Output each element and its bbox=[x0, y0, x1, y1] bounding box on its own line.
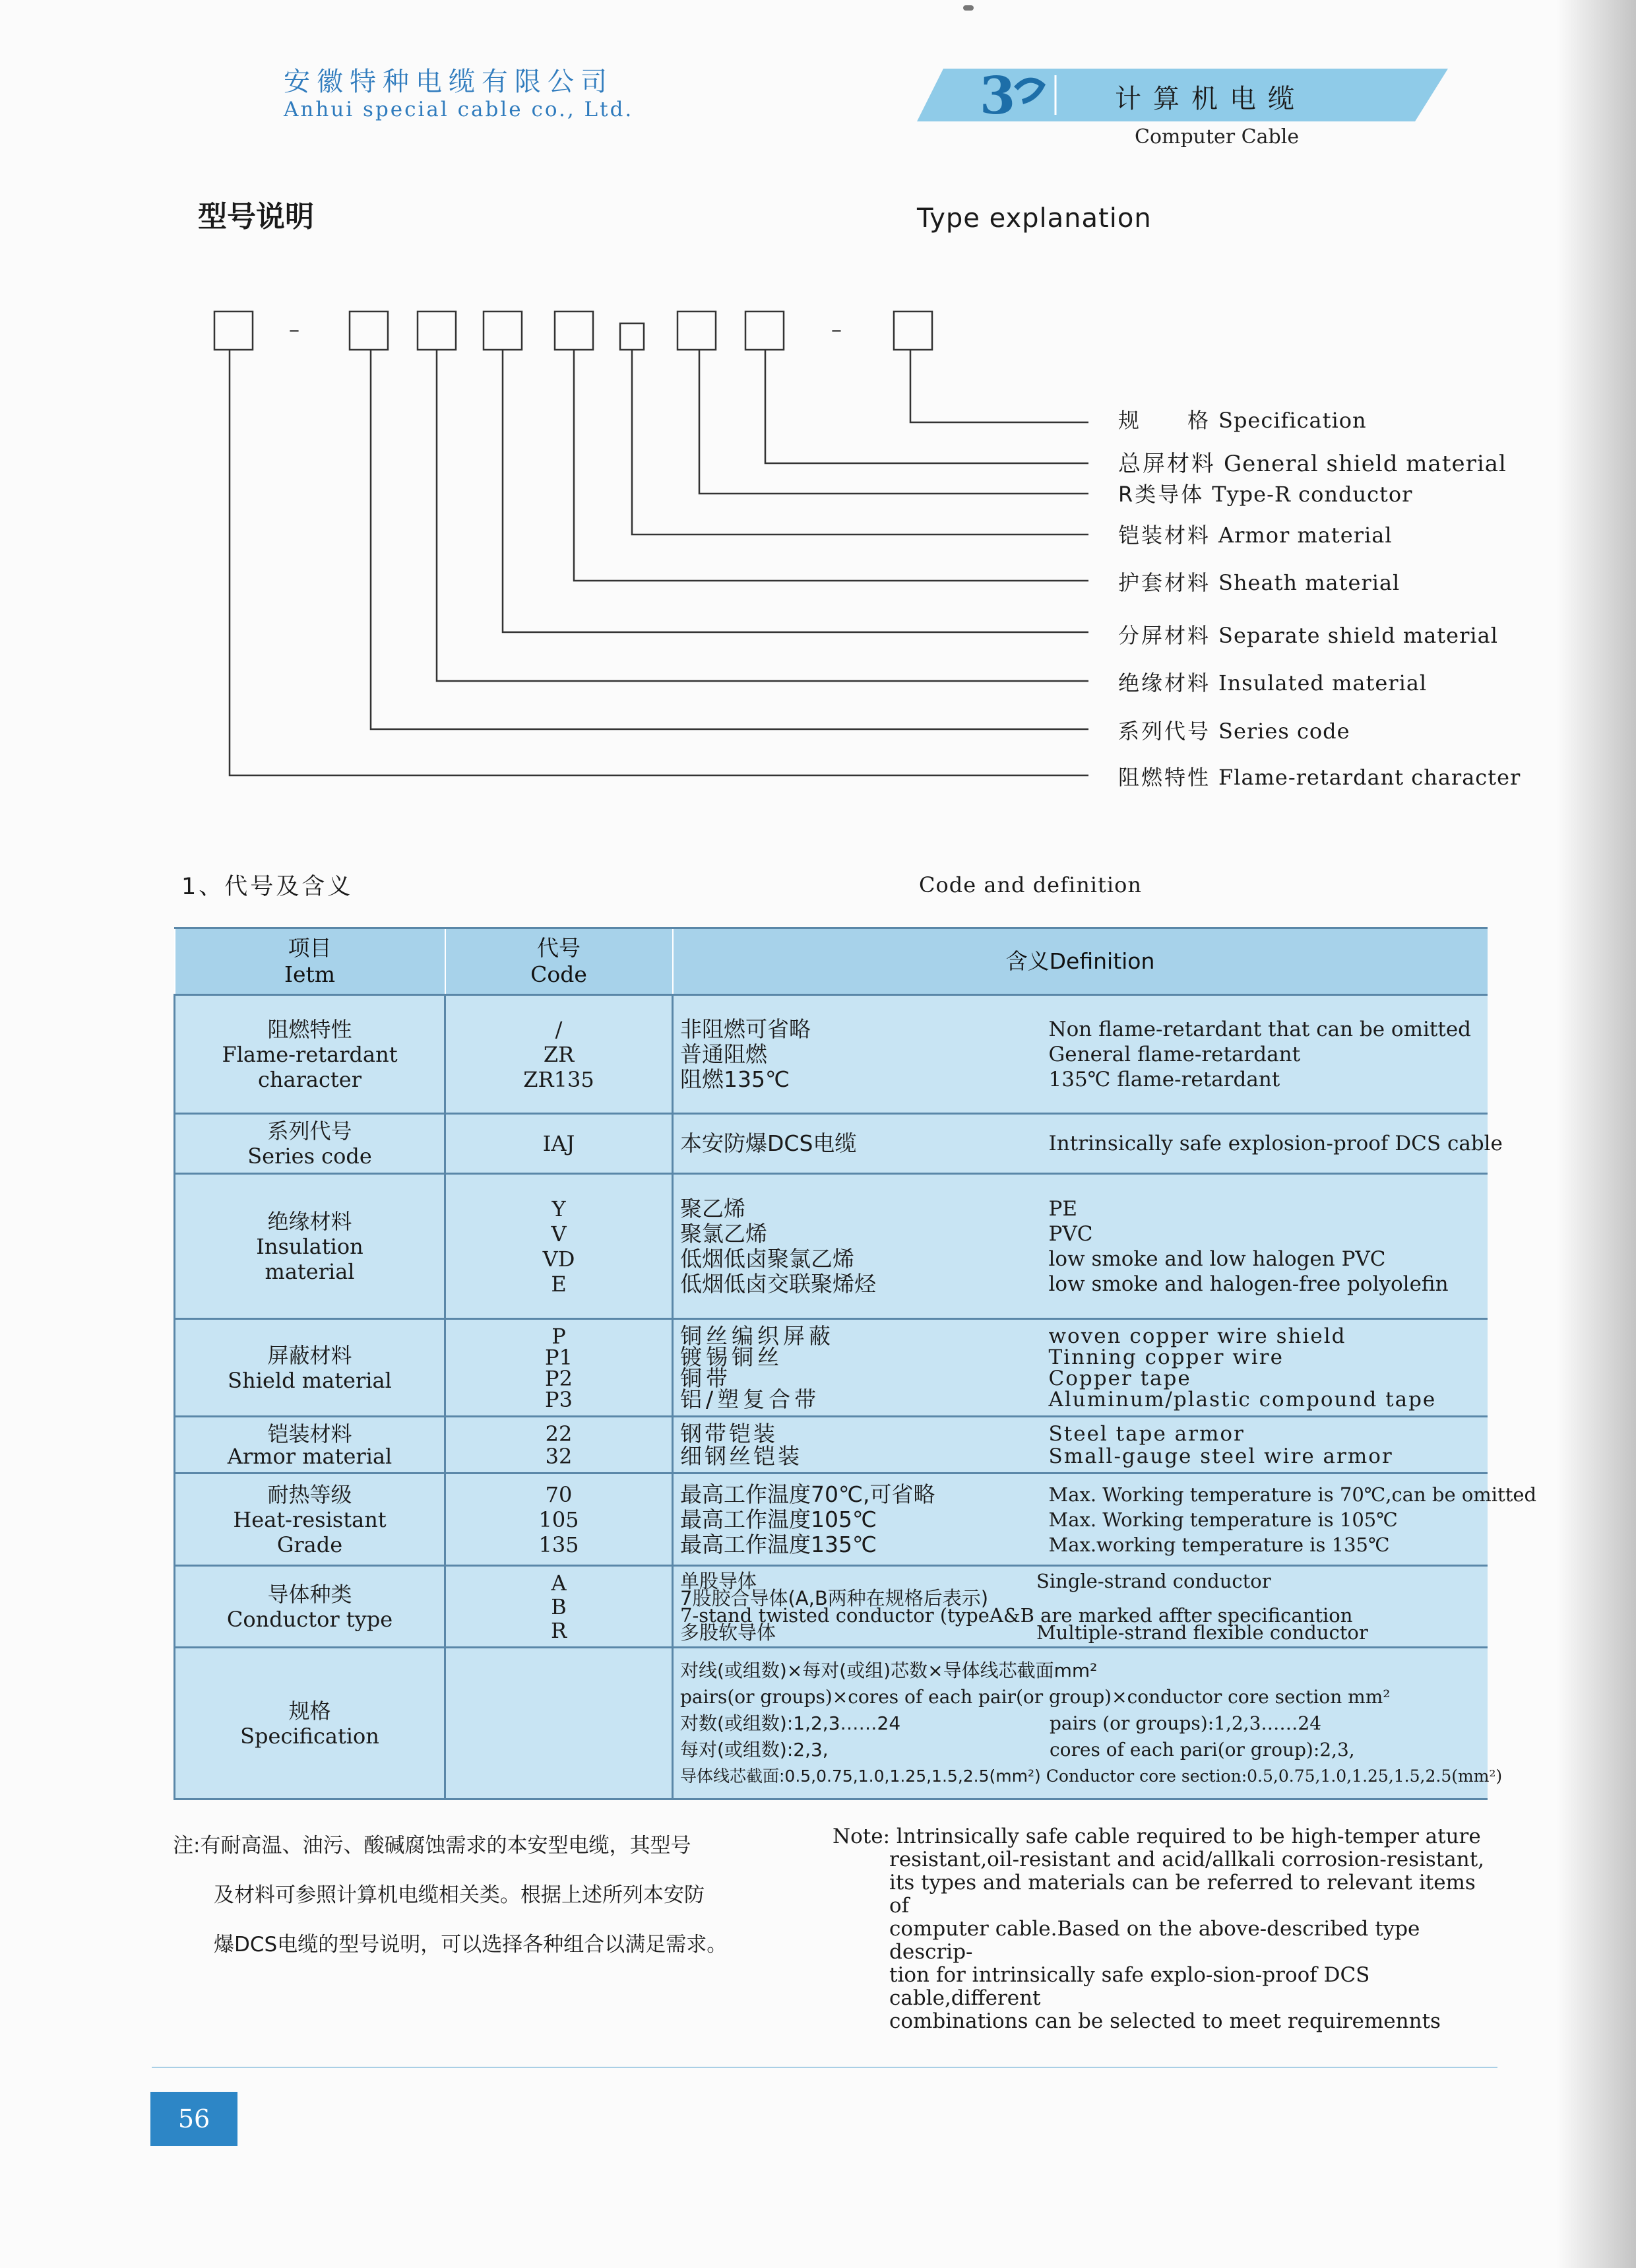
row-item: 导体种类 Conductor type bbox=[175, 1566, 445, 1648]
table-row bbox=[175, 1474, 1488, 1566]
table-row bbox=[175, 995, 1488, 1114]
row-codes: P P1 P2 P3 bbox=[445, 1319, 673, 1417]
row-def-cn: 钢带铠装 细钢丝铠装 bbox=[673, 1417, 1042, 1474]
label-separate-shield: 分屏材料 Separate shield material bbox=[1118, 623, 1498, 648]
header-definition: 含义Definition bbox=[673, 928, 1488, 995]
table-row bbox=[175, 1174, 1488, 1319]
label-flame: 阻燃特性 Flame-retardant character bbox=[1118, 765, 1521, 790]
page-gutter-shadow bbox=[1557, 0, 1636, 2268]
table-row bbox=[175, 1648, 1488, 1799]
company-name-en: Anhui special cable co., Ltd. bbox=[284, 98, 634, 121]
note-en: Note: lntrinsically safe cable required to be high-temper ature resistant,oil-resistant and acid/allkali corrosion-resistant, its types and materials can be referred to relevant items of computer cable.Based on the above-described type descrip- tion for intrinsically safe explo-sion-proof DCS cable,different combinations can be selected to meet requiremennts bbox=[833, 1825, 1485, 2033]
row-def-cn: 本安防爆DCS电缆 bbox=[673, 1114, 1042, 1174]
row-def-cn: 最高工作温度70℃,可省略 最高工作温度105℃ 最高工作温度135℃ bbox=[673, 1474, 1042, 1566]
table-row bbox=[175, 1319, 1488, 1417]
header-item: 项目 Ietm bbox=[175, 928, 445, 995]
code-box-separate-shield bbox=[484, 311, 522, 350]
row-item: 屏蔽材料 Shield material bbox=[175, 1319, 445, 1417]
row-def-en: Non flame-retardant that can be omitted General flame-retardant 135℃ flame-retardant bbox=[1042, 995, 1488, 1114]
code-box-insulation bbox=[418, 311, 456, 350]
label-type-r: R类导体 Type-R conductor bbox=[1118, 482, 1413, 507]
row-def-en: Steel tape armor Small-gauge steel wire armor bbox=[1042, 1417, 1488, 1474]
subsection-title-cn: 1、代号及含义 bbox=[181, 874, 354, 900]
row-item: 耐热等级 Heat-resistant Grade bbox=[175, 1474, 445, 1566]
chapter-title-en: Computer Cable bbox=[1135, 125, 1300, 148]
code-box-type-r bbox=[677, 311, 716, 350]
row-def-cn: 非阻燃可省略 普通阻燃 阻燃135℃ bbox=[673, 995, 1042, 1114]
code-box-armor bbox=[620, 323, 644, 350]
row-def-cn: 铜丝编织屏蔽 镀锡铜丝 铜带 铝/塑复合带 bbox=[673, 1319, 1042, 1417]
section-title-cn: 型号说明 bbox=[198, 200, 314, 234]
row-def-cn: 聚乙烯 聚氯乙烯 低烟低卤聚氯乙烯 低烟低卤交联聚烯烃 bbox=[673, 1174, 1042, 1319]
label-sheath: 护套材料 Sheath material bbox=[1118, 570, 1400, 595]
row-spec-lines: 对线(或组数)×每对(或组)芯数×导体线芯截面mm² pairs(or groups)×cores of each pair(or group)×conductor core section mm² 对数(或组数):1,2,3……24 pairs (or groups):1,2,3……24 每对(或组数):2,3, cores of each pari(or group):2,3, 导体线芯截面:0.5,0.75,1.0,1.25,1.5,2.5(mm²) Conductor core section:0.5,0.75,1.0,1.25,1.5,2.5(mm²) bbox=[673, 1648, 1488, 1799]
row-codes bbox=[445, 1648, 673, 1799]
page-number: 56 bbox=[150, 2092, 237, 2146]
row-item: 阻燃特性 Flame-retardant character bbox=[175, 995, 445, 1114]
row-codes: IAJ bbox=[445, 1114, 673, 1174]
code-box-series bbox=[350, 311, 388, 350]
label-specification: 规 格 Specification bbox=[1118, 408, 1367, 433]
dash-2: – bbox=[831, 317, 842, 342]
row-item: 铠装材料 Armor material bbox=[175, 1417, 445, 1474]
subsection-title-en: Code and definition bbox=[919, 872, 1142, 897]
row-codes: Y V VD E bbox=[445, 1174, 673, 1319]
row-def-en: Intrinsically safe explosion-proof DCS cable bbox=[1042, 1114, 1488, 1174]
section-title-en: Type explanation bbox=[917, 203, 1152, 234]
row-def-merged: 单股导体 Single-strand conductor 7股胶合导体(A,B两种在规格后表示) 7-stand twisted conductor (typeA&B are marked affter specificantion 多股软导体 Multiple-strand flexible conductor bbox=[673, 1566, 1488, 1648]
label-series: 系列代号 Series code bbox=[1118, 719, 1350, 744]
label-insulated: 绝缘材料 Insulated material bbox=[1118, 670, 1428, 696]
chapter-title-cn: 计算机电缆 bbox=[1115, 84, 1306, 114]
row-codes: / ZR ZR135 bbox=[445, 995, 673, 1114]
code-box-sheath bbox=[555, 311, 593, 350]
row-item: 规格 Specification bbox=[175, 1648, 445, 1799]
scan-speck bbox=[963, 5, 974, 11]
row-item: 绝缘材料 Insulation material bbox=[175, 1174, 445, 1319]
table-row bbox=[175, 1566, 1488, 1648]
row-def-en: PE PVC low smoke and low halogen PVC low smoke and halogen-free polyolefin bbox=[1042, 1174, 1488, 1319]
row-item: 系列代号 Series code bbox=[175, 1114, 445, 1174]
row-def-en: Max. Working temperature is 70℃,can be omitted Max. Working temperature is 105℃ Max.working temperature is 135℃ bbox=[1042, 1474, 1488, 1566]
chapter-number: 3 bbox=[980, 69, 1016, 121]
company-name-cn: 安徽特种电缆有限公司 bbox=[284, 67, 614, 97]
code-box-flame bbox=[214, 311, 253, 350]
dash-1: – bbox=[289, 317, 299, 342]
row-def-en: woven copper wire shield Tinning copper wire Copper tape Aluminum/plastic compound tape bbox=[1042, 1319, 1488, 1417]
table-row bbox=[175, 1114, 1488, 1174]
row-codes: A B R bbox=[445, 1566, 673, 1648]
row-codes: 70 105 135 bbox=[445, 1474, 673, 1566]
label-general-shield: 总屏材料 General shield material bbox=[1118, 451, 1507, 477]
table-header-row bbox=[175, 928, 1488, 995]
footer-divider bbox=[152, 2067, 1497, 2068]
label-armor: 铠装材料 Armor material bbox=[1118, 523, 1393, 548]
code-box-spec bbox=[894, 311, 932, 350]
row-codes: 22 32 bbox=[445, 1417, 673, 1474]
table-row bbox=[175, 1417, 1488, 1474]
header-code: 代号 Code bbox=[445, 928, 673, 995]
note-cn: 注:有耐高温、油污、酸碱腐蚀需求的本安型电缆，其型号 及材料可参照计算机电缆相关类。根据上述所列本安防 爆DCS电缆的型号说明，可以选择各种组合以满足需求。 bbox=[173, 1834, 728, 1957]
code-definition-table bbox=[173, 927, 1537, 1800]
code-box-general-shield bbox=[745, 311, 784, 350]
type-code-diagram bbox=[198, 290, 1521, 805]
